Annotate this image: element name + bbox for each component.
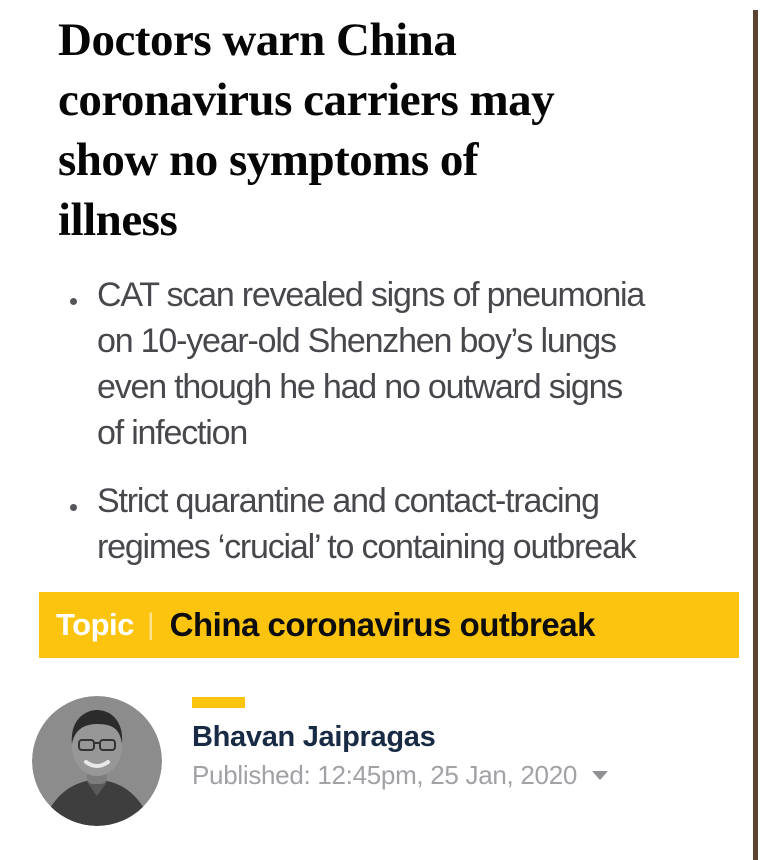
bullet-marker [70,298,77,305]
headline-line: Doctors warn China [58,14,457,66]
article-headline [58,10,700,250]
published-timestamp: Published: 12:45pm, 25 Jan, 2020 [192,760,578,790]
headline-line: show no symptoms of [58,134,479,186]
bullet-text: Strict quarantine and contact-tracing regimes ‘crucial’ to containing outbreak [97,482,636,566]
right-border-line [753,10,758,860]
person-portrait-icon [32,696,162,826]
topic-separator: | [146,608,155,641]
bullet-item [70,478,720,570]
chevron-down-icon[interactable] [592,771,608,780]
author-avatar[interactable] [32,696,162,826]
topic-name[interactable]: China coronavirus outbreak [169,606,595,643]
author-name[interactable]: Bhavan Jaipragas [192,721,436,753]
published-row[interactable] [192,760,608,791]
summary-bullet-list [70,272,720,570]
author-section [32,696,760,826]
bullet-item [70,272,720,456]
bullet-text: CAT scan revealed signs of pneumonia on 10-year-old Shenzhen boy’s lungs even though he had no outward signs of infection [97,276,645,452]
bullet-marker [70,504,77,511]
author-info [192,696,608,826]
headline-line: illness [58,194,178,246]
topic-bar[interactable] [39,592,739,658]
article-page [0,10,760,826]
author-accent-bar [192,697,245,708]
topic-label: Topic [56,607,134,642]
headline-line: coronavirus carriers may [58,74,555,126]
